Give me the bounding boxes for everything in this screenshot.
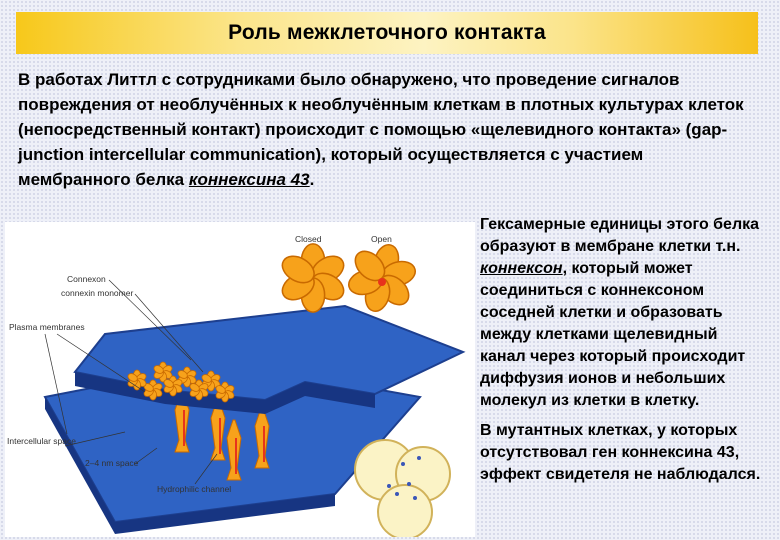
connexon-label: Connexon: [67, 274, 106, 284]
connexon-paragraph-text-end: , который может соединиться с коннексоном соседней клетки и образовать между клетками щелевидный канал через который происходит диффузия ионов и небольших молекул из клетки в клетку.: [480, 260, 746, 409]
intercellular-space-label: Intercellular space: [7, 436, 76, 446]
intro-text-end: .: [309, 170, 315, 189]
gap-width-label: 2–4 nm space: [85, 458, 139, 468]
connexon-term: коннексон: [480, 260, 563, 277]
connexin-monomer-label: connexin monomer: [61, 288, 134, 298]
hydrophilic-channel-label: Hydrophilic channel: [157, 484, 232, 494]
cells-illustration: [355, 440, 450, 537]
intro-text: В работах Литтл с сотрудниками было обнаружено, что проведение сигналов повреждения от необлучённых к необлучённым клеткам в плотных культурах клеток (непосредственный контакт) происходит с помощью «щелевидного контакта» (gap-junction intercellular communication), который осуществляется с участием мембранного белка: [18, 70, 744, 189]
mutant-paragraph: В мутантных клетках, у которых отсутствовал ген коннексина 43, эффект свидетеля не наблюдался.: [480, 422, 761, 483]
connexin-43-term: коннексина 43: [188, 170, 310, 189]
page-title: Роль межклеточного контакта: [228, 21, 546, 44]
right-column: [480, 214, 762, 486]
title-bar: [16, 12, 758, 54]
gap-junction-figure: [5, 222, 475, 537]
connexon-paragraph-text: Гексамерные единицы этого белка образуют в мембране клетки т.н.: [480, 216, 760, 255]
closed-label: Closed: [295, 234, 322, 244]
plasma-membranes-label: Plasma membranes: [9, 322, 85, 332]
closed-connexon: [278, 244, 349, 312]
connexon-paragraph: [480, 214, 762, 412]
open-label: Open: [371, 234, 392, 244]
gap-junction-diagram: [5, 222, 475, 537]
intro-paragraph: [18, 67, 758, 192]
